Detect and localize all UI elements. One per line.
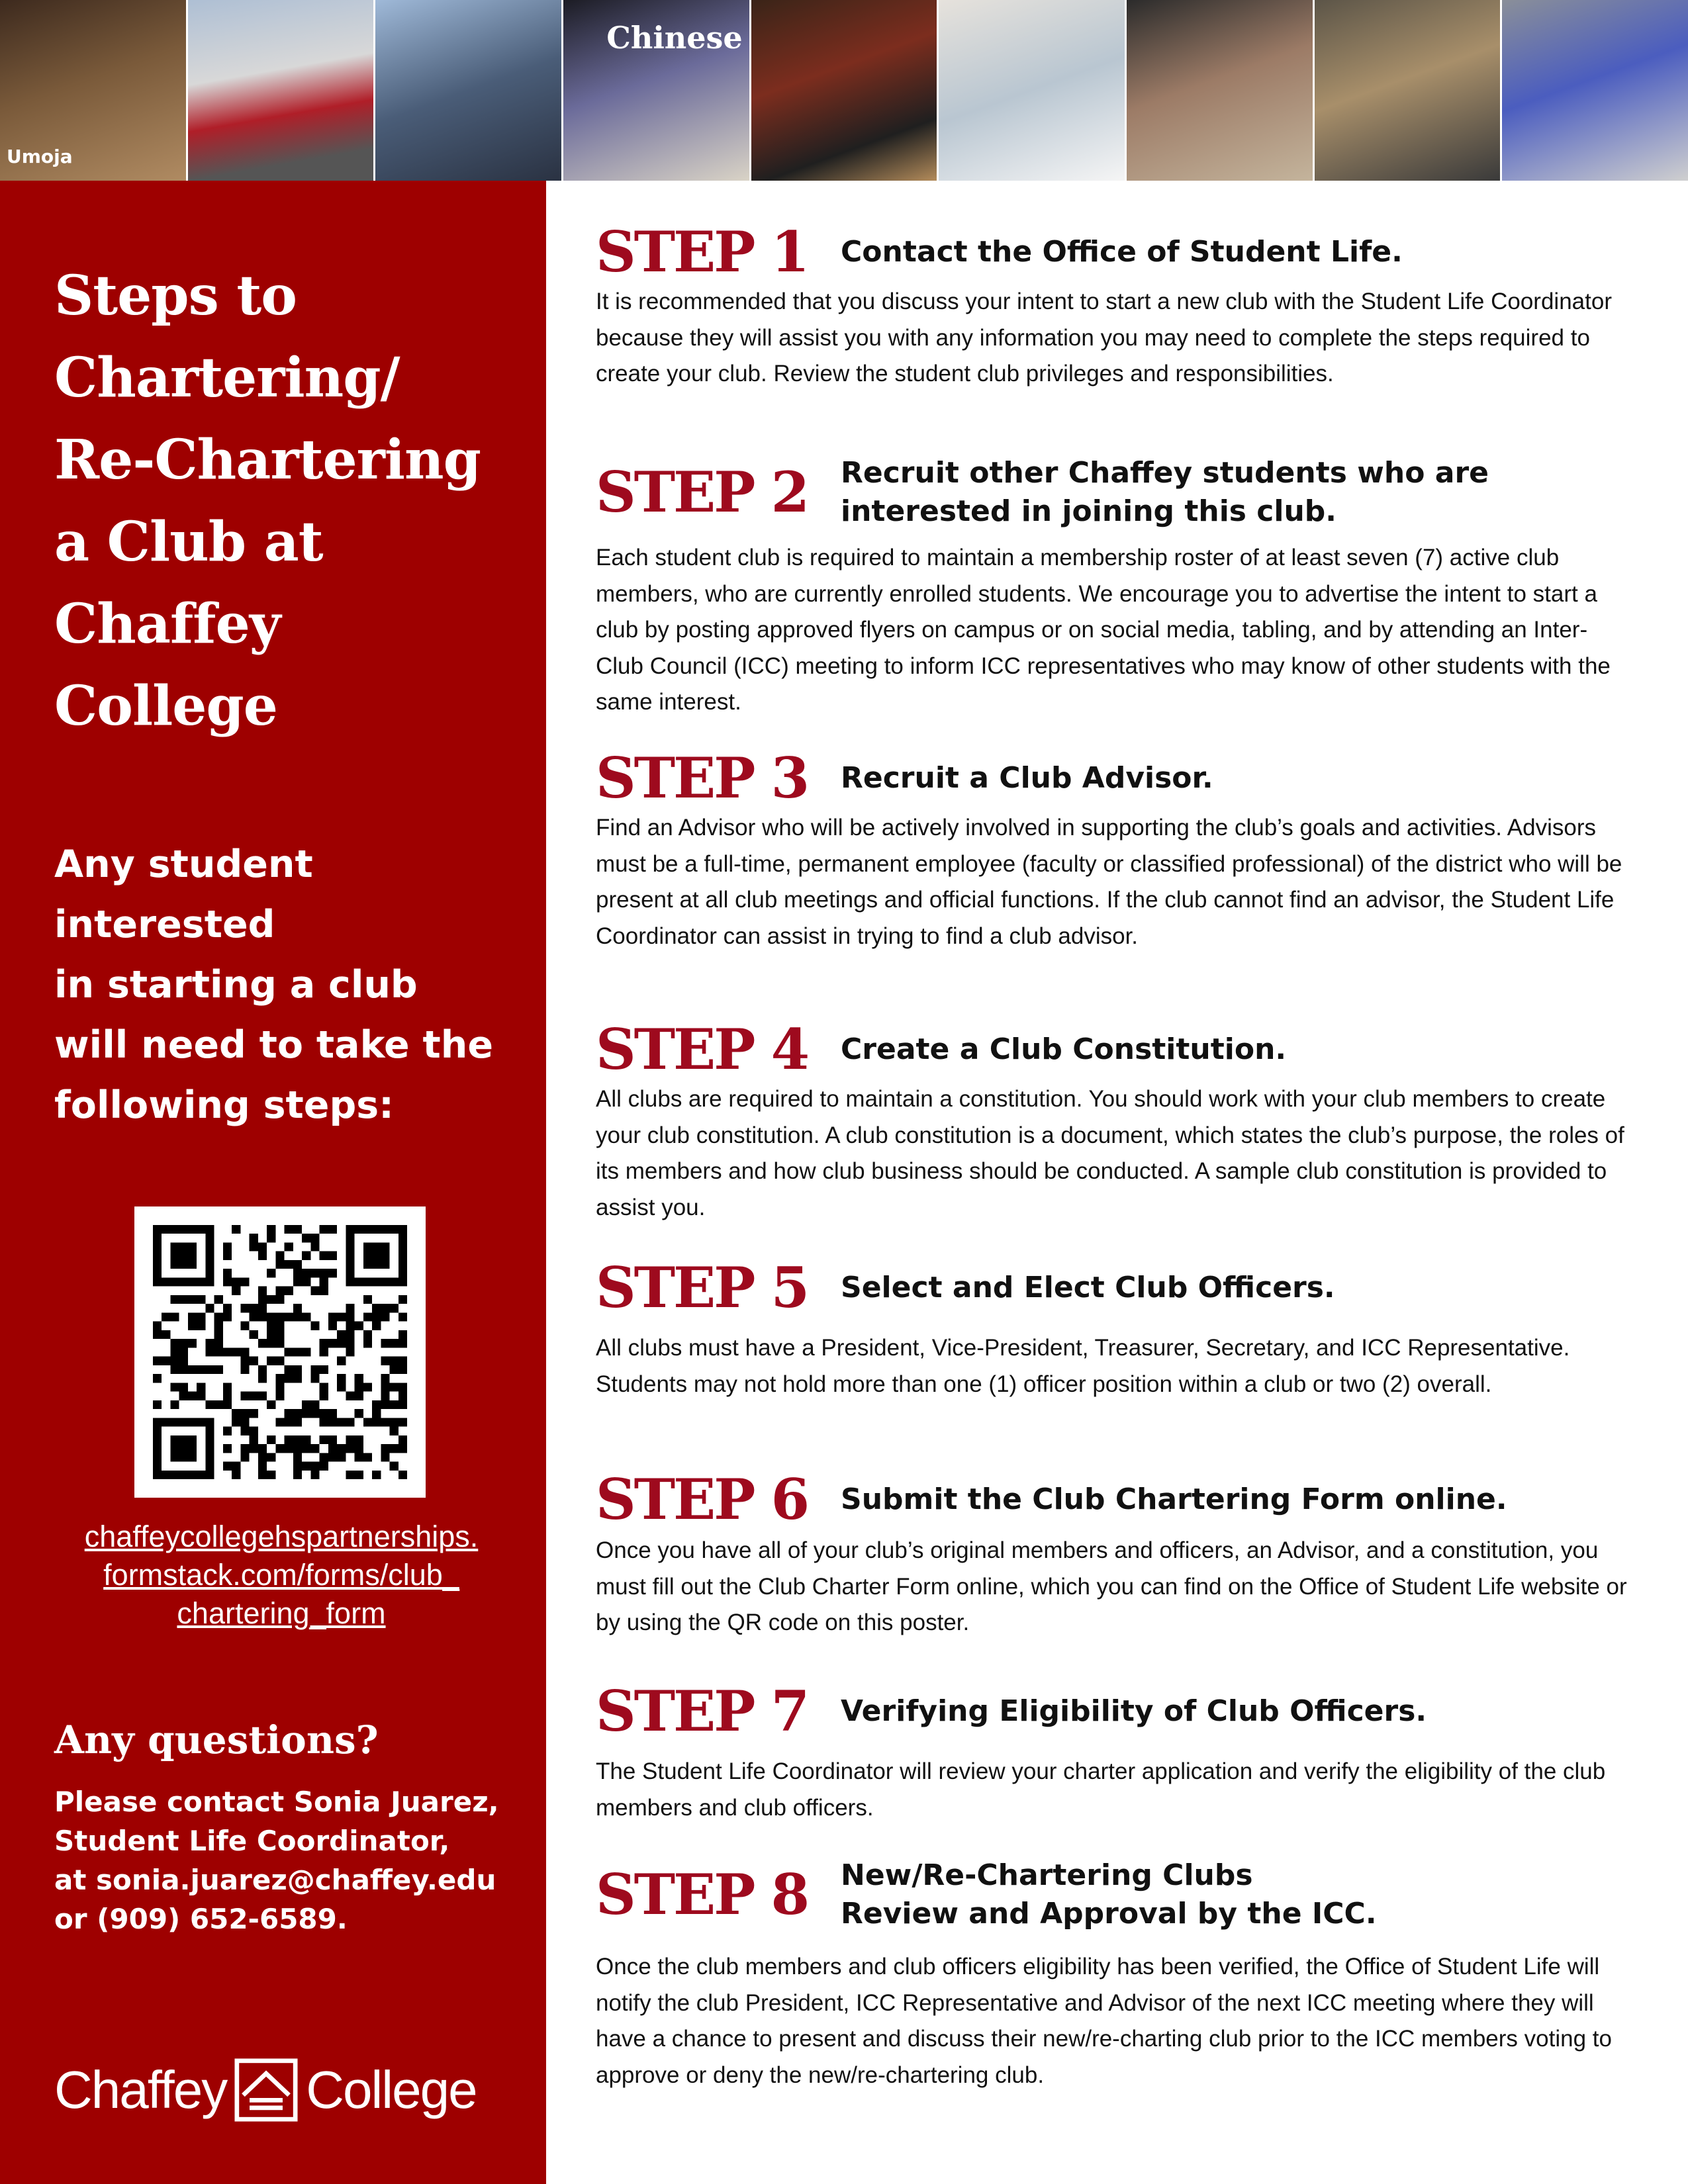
students-model-photo [1127,0,1315,181]
chaffey-college-logo [54,2054,477,2126]
step-1 [596,219,1628,392]
step-8 [596,1856,1628,2093]
step-2 [596,454,1628,721]
step-heading: Recruit other Chaffey students who are interested in joining this club. [841,456,1489,528]
step-number: STEP 7 [596,1678,808,1744]
step-number: STEP 8 [596,1862,808,1927]
step-5 [596,1257,1628,1402]
questions-heading: Any questions? [54,1717,379,1762]
step-description: It is recommended that you discuss your intent to start a new club with the Student Life Coordinator because they will assist you with any information you may need to complete the steps required to create your club. Review the student club privileges and responsibilities. [596,289,1612,387]
computer-lab-photo [1502,0,1688,181]
step-number: STEP 1 [596,219,808,285]
step-number: STEP 6 [596,1467,808,1532]
college-emblem-icon [234,2058,298,2122]
step-description: Once you have all of your club’s original members and officers, an Advisor, and a constitution, you must fill out the Club Charter Form online, which you can find on the Office of Student Life website or by using the QR code on this poster. [596,1537,1627,1635]
chinese-club-photo [563,0,751,181]
step-description: The Student Life Coordinator will review your charter application and verify the eligibility of the club members and club officers. [596,1758,1606,1821]
step-heading: Select and Elect Club Officers. [841,1271,1335,1304]
logo-text-right: College [306,2060,477,2119]
photo-strip [0,0,1688,181]
photo-caption: Umoja [7,146,73,167]
car-event-photo [188,0,376,181]
step-7 [596,1678,1628,1826]
step-description: Find an Advisor who will be actively involved in supporting the club’s goals and activities. Advisors must be a full-time, permanent employee (faculty or classified professional) of the district who will be present at all club meetings and official functions. If the club cannot find an advisor, the Student Life Coordinator can assist in trying to find a club advisor. [596,815,1622,949]
step-description: All clubs are required to maintain a constitution. You should work with your club members to create your club constitution. A club constitution is a document, which states the club’s purpose, the roles of its members and how club business should be conducted. A sample club constitution is provided to assist you. [596,1086,1624,1220]
graduates-photo [751,0,939,181]
step-number: STEP 2 [596,459,808,525]
step-3 [596,745,1628,954]
step-number: STEP 3 [596,745,808,811]
page-title: Steps to Chartering/ Re-Chartering a Club at Chaffey College [54,264,481,738]
step-heading: Create a Club Constitution. [841,1032,1287,1066]
step-4 [596,1019,1628,1226]
step-heading: Verifying Eligibility of Club Officers. [841,1694,1427,1728]
step-heading: Contact the Office of Student Life. [841,235,1403,269]
left-sidebar-panel [0,181,546,2184]
club-chartering-form-link[interactable]: chaffeycollegehspartnerships. formstack.com/forms/club_ chartering_form [84,1520,479,1630]
qr-code[interactable] [134,1206,426,1498]
media-crew-photo [375,0,563,181]
photo-caption: Chinese [606,20,743,56]
qr-code-icon [153,1225,407,1479]
chemistry-lab-photo [939,0,1127,181]
logo-text-left: Chaffey [54,2060,227,2119]
step-description: All clubs must have a President, Vice-President, Treasurer, Secretary, and ICC Representative. Students may not hold more than one (1) officer position within a club or two (2) overall. [596,1335,1570,1397]
intro-text: Any student interested in starting a club will need to take the following steps: [54,842,493,1127]
step-number: STEP 5 [596,1255,808,1320]
step-heading: New/Re-Chartering Clubs Review and Approval by the ICC. [841,1858,1377,1931]
anatomy-class-photo [1315,0,1503,181]
step-description: Each student club is required to maintain a membership roster of at least seven (7) active club members, who are currently enrolled students. We encourage you to advertise the intent to start a club by posting approved flyers on campus or on social media, tabling, and by attending an Inter-Club Council (ICC) meeting to inform ICC representatives who may know of other students with the same interest. [596,545,1611,715]
students-umoja-photo [0,0,188,181]
step-number: STEP 4 [596,1017,808,1082]
step-6 [596,1469,1628,1641]
step-heading: Submit the Club Chartering Form online. [841,1482,1507,1516]
step-heading: Recruit a Club Advisor. [841,761,1213,795]
step-description: Once the club members and club officers eligibility has been verified, the Office of Student Life will notify the club President, ICC Representative and Advisor of the next ICC meeting where they will have a chance to present and discuss their new/re-charting club prior to the ICC members voting to approve or deny the new/re-chartering club. [596,1954,1612,2088]
contact-info: Please contact Sonia Juarez, Student Life Coordinator, at sonia.juarez@chaffey.edu or (909) 652-6589. [54,1786,499,1935]
